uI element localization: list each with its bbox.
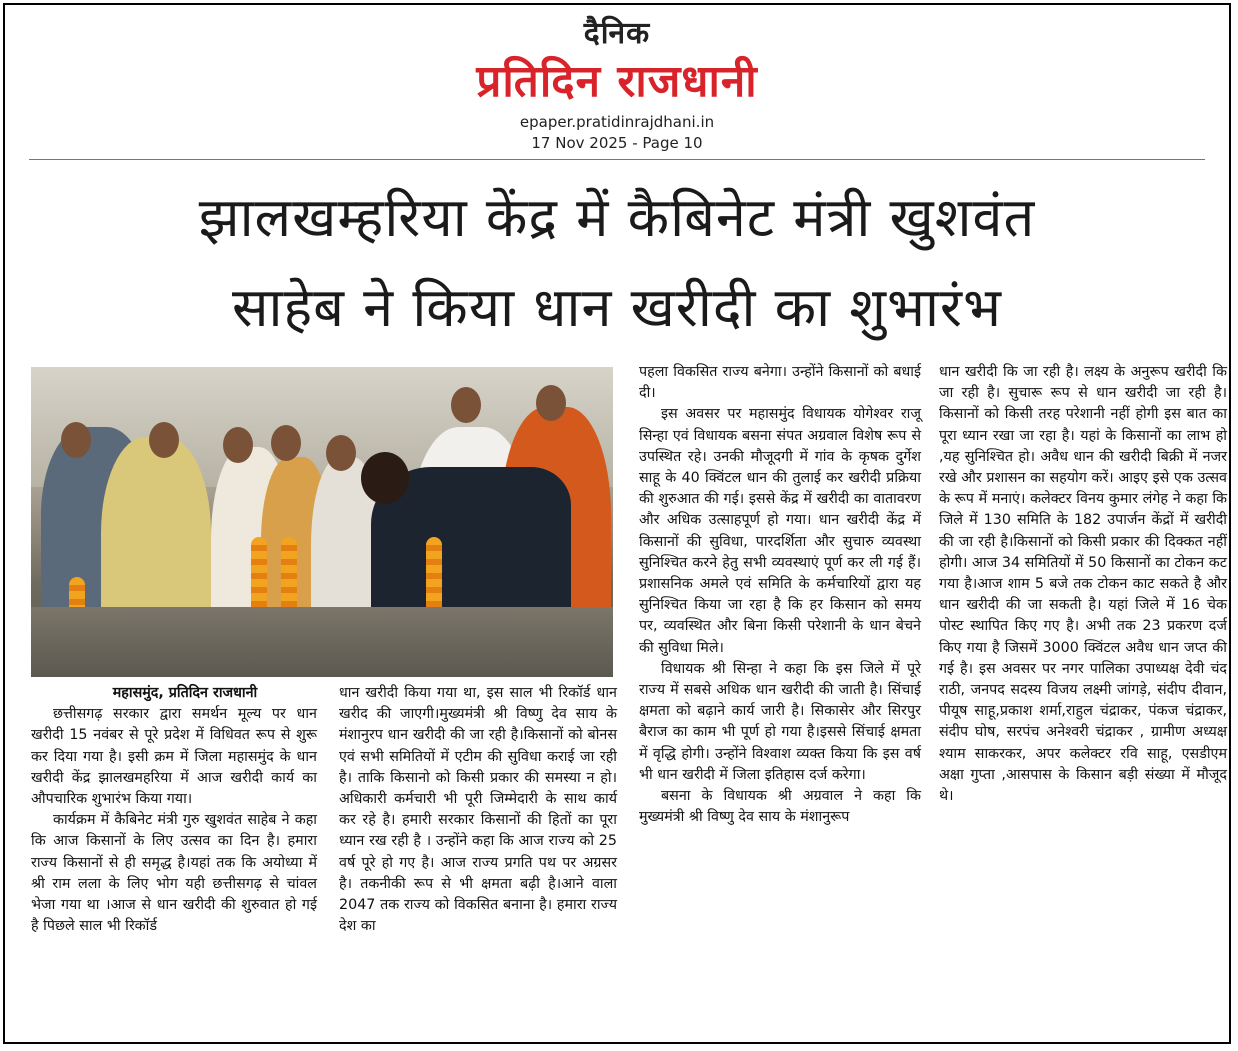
paragraph: धान खरीदी किया गया था, इस साल भी रिकॉर्ड धान खरीद की जाएगी।मुख्यमंत्री श्री विष्णु देव साय के मंशानुरप धान खरीदी की जा रही है।किसानों को बोनस एवं सभी समितियों में एटीम की सुविधा कराई जा रही है। ताकि किसानो को किसी प्रकार की समस्या न हो। अधिकारी कर्मचारी भी पूरी जिम्मेदारी के साथ कार्य कर रहे है। हमारी सरकार किसानों की हितों का पूरा ध्यान रख रही है । उन्होंने कहा कि आज राज्य को 25 वर्ष पूरे हो गए है। आज राज्य प्रगति पथ पर अग्रसर है। तकनीकी रूप से भी क्षमता बढ़ी है।आने वाला 2047 तक राज्य को विकसित बनाना है। हमारा राज्य देश का	[339, 685, 617, 935]
news-photo	[31, 367, 613, 677]
paragraph: विधायक श्री सिन्हा ने कहा कि इस जिले में पूरे राज्य में सबसे अधिक धान खरीदी की जाती है। सिंचाई क्षमता को बढ़ाने कार्य जारी है। सिकासेर और सिरपुर बैराज का काम भी पूर्ण हो गया है।इससे सिंचाई क्षमता में वृद्धि होगी। उन्होंने विश्वाश व्यक्त किया कि इस वर्ष भी धान खरीदी में जिला इतिहास दर्ज करेगा।	[639, 660, 921, 783]
paragraph: धान खरीदी कि जा रही है। लक्ष्य के अनुरूप खरीदी कि जा रही है। सुचारू रूप से धान खरीदी जा रही है। किसानों को किसी तरह परेशानी नहीं होगी इस बात का पूरा ध्यान रखा जा रहा है। यहां के किसानों का लाभ हो ,यह सुनिश्चित हो। अवैध धान की खरीदी बिक्री में नजर रखे और प्रशासन का सहयोग करें। आइए इसे एक उत्सव के रूप में मनाएं। कलेक्टर विनय कुमार लंगेह ने कहा कि जिले में 130 समिति के 182 उपार्जन केंद्रों में खरीदी की जा रही है।किसानों को किसी प्रकार की दिक्कत नहीं होगी। आज 34 समितियों में 50 किसानों का टोकन कट गया है।आज शाम 5 बजे तक टोकन काट सकते है और धान खरीदी की जा सकती है। यहां जिले में 16 चेक पोस्ट स्थापित किए गए है। अभी तक 23 प्रकरण दर्ज किए गया है जिसमें 3000 क्विंटल अवैध धान जप्त की गई है। इस अवसर पर नगर पालिका उपाध्यक्ष देवी चंद राठी, जनपद सदस्य विजय लक्ष्मी जांगड़े, संदीप दीवान, पीयूष साहू,प्रकाश शर्मा,राहुल चंद्राकर, पंकज चंद्राकर, संदीप घोष, सरपंच अनेश्वरी चंद्राकर , ग्रामीण अध्यक्ष श्याम साकरकर, अपर कलेक्टर रवि साहू, एसडीएम अक्षा गुप्ता ,आसपास के किसान बड़ी संख्या में मौजूद थे।	[939, 364, 1227, 805]
paragraph: कार्यक्रम में कैबिनेट मंत्री गुरु खुशवंत साहेब ने कहा कि आज किसानों के लिए उत्सव का दिन है। हमारा राज्य किसानों से ही समृद्ध है।यहां तक कि अयोध्या में श्री राम लला के लिए भोग यही छत्तीसगढ़ से चांवल भेजा गया था ।आज से धान खरीदी की शुरुवात हो गई है पिछले साल भी रिकॉर्ड	[31, 812, 317, 935]
masthead-url[interactable]: epaper.pratidinrajdhani.in	[519, 113, 715, 131]
paragraph: पहला विकसित राज्य बनेगा। उन्होंने किसानों को बधाई दी।	[639, 364, 921, 402]
article-column-1	[31, 683, 317, 937]
dateline: महासमुंद, प्रतिदिन राजधानी	[112, 685, 258, 701]
masthead	[5, 5, 1229, 165]
masthead-dainik: दैनिक	[583, 16, 651, 51]
masthead-date-page: 17 Nov 2025 - Page 10	[531, 134, 703, 152]
divider	[29, 159, 1205, 160]
paragraph: इस अवसर पर महासमुंद विधायक योगेश्वर राजू सिन्हा एवं विधायक बसना संपत अग्रवाल विशेष रूप से उपस्थित रहे। उनकी मौजूदगी में गांव के कृषक दुर्गेश साहू के 40 क्विंटल धान की तुलाई कर खरीदी प्रक्रिया की शुरुआत की गई। इससे केंद्र में खरीदी का वातावरण और अधिक उत्साहपूर्ण हो गया। धान खरीदी केंद्र में किसानों की सुविधा, पारदर्शिता और सुचारु व्यवस्था सुनिश्चित करने हेतु सभी व्यवस्थाएं पूर्ण कर ली गई हैं। प्रशासनिक अमले एवं समिति के कर्मचारियों द्वारा यह सुनिश्चित किया जा रहा है कि हर किसान को समय पर, व्यवस्थित और बिना किसी परेशानी के धान बेचने की सुविधा मिले।	[639, 406, 921, 656]
headline-line-1: झालखम्हरिया केंद्र में कैबिनेट मंत्री खुशवंत	[198, 186, 1036, 249]
headline-line-2: साहेब ने किया धान खरीदी का शुभारंभ	[232, 276, 1002, 339]
masthead-title: प्रतिदिन राजधानी	[476, 56, 758, 107]
paragraph: छत्तीसगढ़ सरकार द्वारा समर्थन मूल्य पर धान खरीदी 15 नवंबर से पूरे प्रदेश में विधिवत रूप से शुरू कर दिया गया है। इसी क्रम में जिला महासमुंद के धान खरीदी केंद्र झालखमहरिया में आज खरीदी कार्य का औपचारिक शुभारंभ किया गया।	[31, 706, 317, 808]
paragraph: बसना के विधायक श्री अग्रवाल ने कहा कि मुख्यमंत्री श्री विष्णु देव साय के मंशानुरूप	[639, 788, 921, 826]
article-column-4	[939, 362, 1227, 807]
headline	[19, 173, 1215, 353]
epaper-page	[3, 3, 1231, 1044]
article-column-3	[639, 362, 921, 828]
article-column-2	[339, 683, 617, 937]
